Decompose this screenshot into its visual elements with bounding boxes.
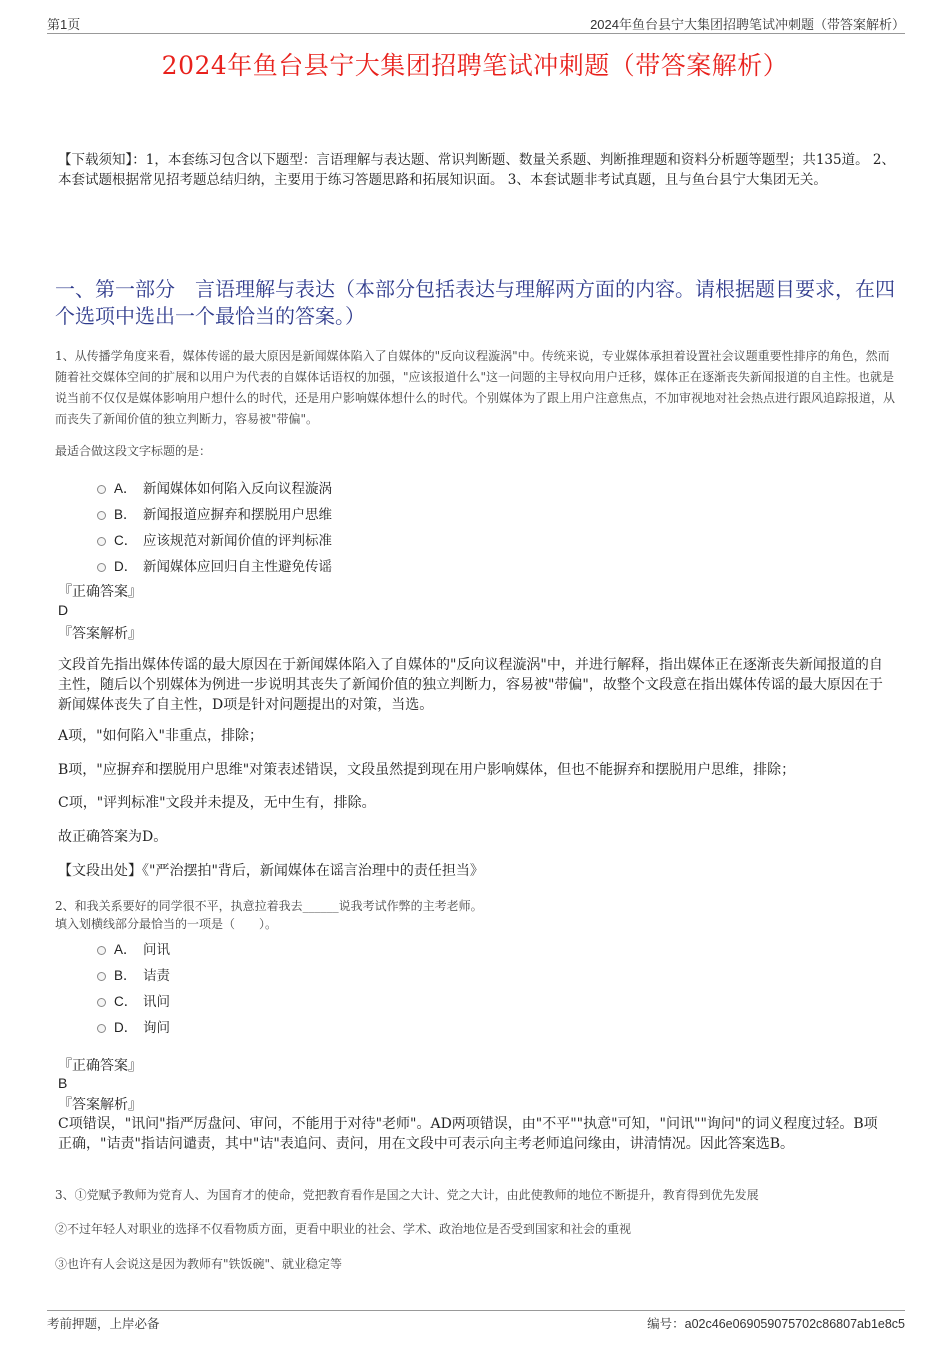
- radio-icon[interactable]: [97, 537, 106, 546]
- q2-answer: B: [58, 1075, 68, 1091]
- section-heading: 一、第一部分 言语理解与表达（本部分包括表达与理解两方面的内容。请根据题目要求，在四个选项中选出一个最恰当的答案。）: [55, 277, 895, 328]
- question-1-prompt: 最适合做这段文字标题的是：: [55, 444, 212, 458]
- radio-icon[interactable]: [97, 563, 106, 572]
- question-3-line-1: 3、①党赋予教师为党育人、为国育才的使命，党把教育看作是国之大计、党之大计，由此使教师的地位不断提升，教育得到优先发展: [55, 1188, 759, 1202]
- q2-analysis: C项错误，"讯问"指严厉盘问、审问，不能用于对待"老师"。AD两项错误，由"不平""执意"可知，"问讯""询问"的词义程度过轻。B项正确，"诘责"指诘问谴责，其中"诘"表追问、责问，用在文段中可表示向主考老师追问缘由，讲清情况。因此答案选B。: [58, 1116, 878, 1152]
- question-3-line-3: ③也许有人会说这是因为教师有"铁饭碗"、就业稳定等: [55, 1257, 343, 1271]
- download-notice: 【下载须知】：1，本套练习包含以下题型：言语理解与表达题、常识判断题、数量关系题、判断推理题和资料分析题等题型；共135道。 2、本套试题根据常见招考题总结归纳，主要用于练习答题思路和拓展知识面。 3、本套试题非考试真题，且与鱼台县宁大集团无关。: [58, 152, 895, 188]
- question-2-text: 2、和我关系要好的同学很不平，执意拉着我去______说我考试作弊的主考老师。: [55, 899, 483, 913]
- q1-analysis-c: C项，"评判标准"文段并未提及，无中生有，排除。: [58, 795, 376, 811]
- radio-icon[interactable]: [97, 485, 106, 494]
- q1-analysis-main: 文段首先指出媒体传谣的最大原因在于新闻媒体陷入了自媒体的"反向议程漩涡"中，并进行解释，指出媒体正在逐渐丧失新闻报道的自主性，随后以个别媒体为例进一步说明其丧失了新闻价值的独立判断力，容易被"带偏"，故整个文段意在指出媒体传谣的最大原因在于新闻媒体丧失了自主性，D项是针对问题提出的对策，当选。: [58, 657, 883, 713]
- radio-icon[interactable]: [97, 511, 106, 520]
- header-page-number: 第1页: [47, 17, 81, 32]
- q1-option-c[interactable]: C． 应该规范对新闻价值的评判标准: [97, 529, 332, 549]
- q1-answer-label: 『正确答案』: [58, 584, 142, 600]
- header-divider: [47, 33, 905, 34]
- question-3-line-2: ②不过年轻人对职业的选择不仅看物质方面，更看中职业的社会、学术、政治地位是否受到国家和社会的重视: [55, 1222, 632, 1236]
- q1-analysis-conclusion: 故正确答案为D。: [58, 829, 168, 845]
- q1-analysis-label: 『答案解析』: [58, 626, 142, 642]
- question-2-prompt: 填入划横线部分最恰当的一项是（ ）。: [55, 917, 278, 931]
- q1-source: 【文段出处】《"严治摆拍"背后，新闻媒体在谣言治理中的责任担当》: [58, 863, 484, 879]
- q1-option-d[interactable]: D． 新闻媒体应回归自主性避免传谣: [97, 555, 332, 575]
- header-doc-title: 2024年鱼台县宁大集团招聘笔试冲刺题（带答案解析）: [590, 17, 905, 32]
- q2-option-d[interactable]: D． 询问: [97, 1016, 170, 1036]
- q1-analysis-b: B项，"应摒弃和摆脱用户思维"对策表述错误，文段虽然提到现在用户影响媒体，但也不能摒弃和摆脱用户思维，排除；: [58, 762, 796, 778]
- footer-code: 编号：a02c46e069059075702c86807ab1e8c5: [647, 1316, 905, 1331]
- radio-icon[interactable]: [97, 946, 106, 955]
- q2-answer-label: 『正确答案』: [58, 1058, 142, 1074]
- radio-icon[interactable]: [97, 998, 106, 1007]
- q1-option-b[interactable]: B． 新闻报道应摒弃和摆脱用户思维: [97, 503, 332, 523]
- q2-option-a[interactable]: A． 问讯: [97, 938, 170, 958]
- page-title: 2024年鱼台县宁大集团招聘笔试冲刺题（带答案解析）: [161, 51, 789, 80]
- q2-option-b[interactable]: B． 诘责: [97, 964, 170, 984]
- radio-icon[interactable]: [97, 972, 106, 981]
- q2-option-c[interactable]: C． 讯问: [97, 990, 170, 1010]
- radio-icon[interactable]: [97, 1024, 106, 1033]
- q1-option-a[interactable]: A． 新闻媒体如何陷入反向议程漩涡: [97, 477, 332, 497]
- q1-analysis-a: A项，"如何陷入"非重点，排除；: [58, 728, 263, 744]
- footer-divider: [47, 1310, 905, 1311]
- footer-slogan: 考前押题，上岸必备: [47, 1316, 160, 1331]
- question-1-text: 1、从传播学角度来看，媒体传谣的最大原因是新闻媒体陷入了自媒体的"反向议程漩涡"中。传统来说，专业媒体承担着设置社会议题重要性排序的角色，然而随着社交媒体空间的扩展和以用户为代表的自媒体话语权的加强，"应该报道什么"这一问题的主导权向用户迁移，媒体正在逐渐丧失新闻报道的自主性。也就是说当前不仅仅是媒体影响用户想什么的时代，还是用户影响媒体想什么的时代。个别媒体为了跟上用户注意焦点，不加审视地对社会热点进行跟风追踪报道，从而丧失了新闻价值的独立判断力，容易被"带偏"。: [55, 349, 896, 426]
- q2-analysis-label: 『答案解析』: [58, 1097, 142, 1113]
- q1-answer: D: [58, 602, 69, 618]
